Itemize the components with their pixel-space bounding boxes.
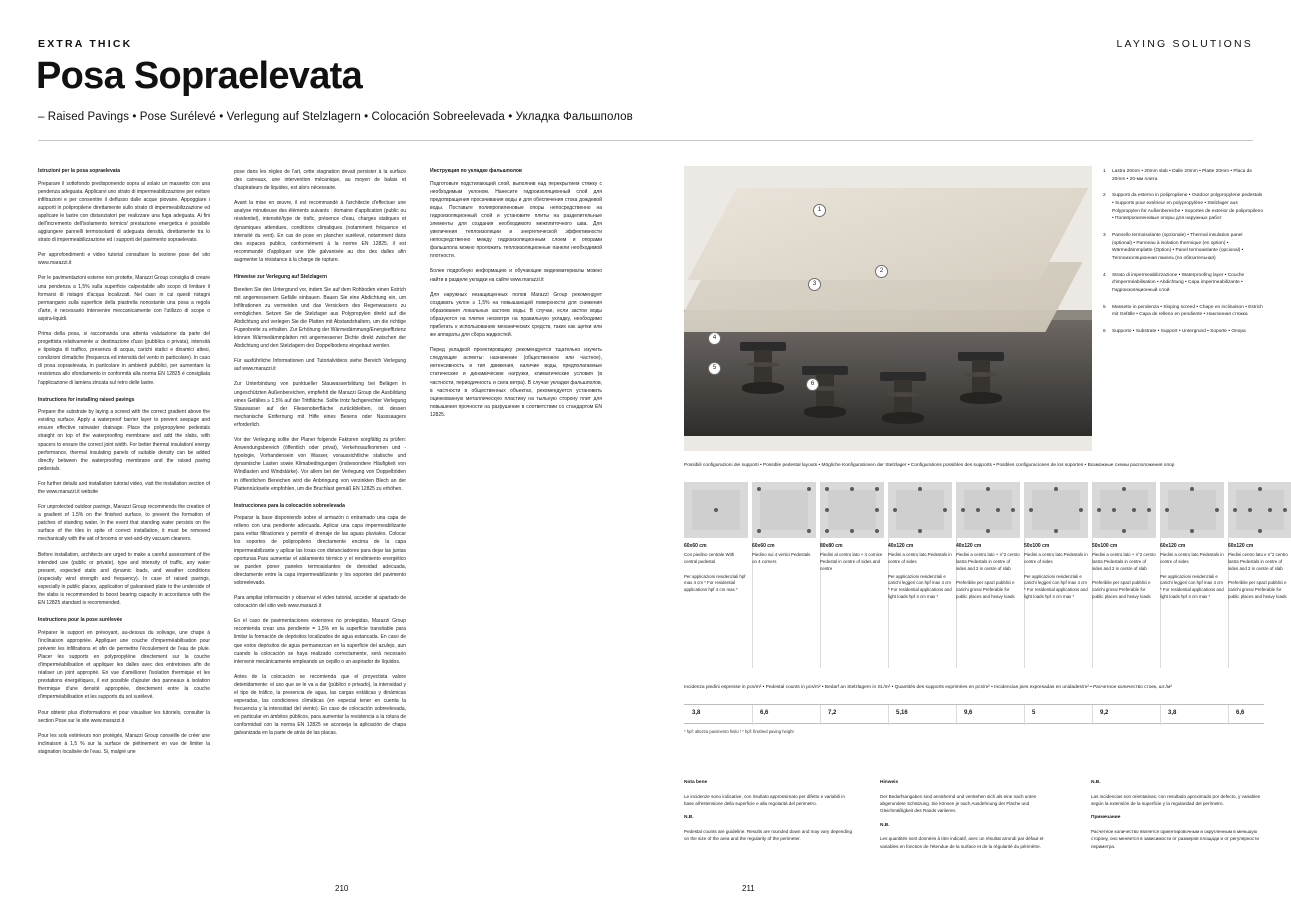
note-block-3 (1091, 778, 1263, 856)
paragraph: Before installation, architects are urged to make a careful assessment of the intended use (public or private), type and intensity of traffic, any water present, expected static and dynamic loads, and weather conditions (especially wind strength and frequency). In case of raised pavings, especially in public places, application of galvanised plate to the underside of the slabs is recommended to boost bearing capacity in accordance with the EN 12825 standard is recommended. (38, 551, 210, 607)
layout-size: 50x100 cm (1092, 543, 1118, 549)
heading-it: Istruzioni per la posa sopraelevata (38, 168, 120, 174)
paragraph: Pour obtenir plus d'informations et pour visualiser les tutoriels, consulter la section Pose sur le site www.marazzi.it (38, 709, 210, 724)
note-title: N.B. (684, 815, 694, 821)
legend-text: Pannello termoisolante (opzionale) • Thermal insulation panel (optional) • Panneau à isolation thermique (en option) • Wärmedämmplatte (Option) • Panel termoaislante (opcional) • Теплоизоляционная панель (по обязательная) (1112, 233, 1244, 262)
layout-cell (956, 482, 1020, 601)
layout-note: Per applicazioni residenziali e carichi leggeri con hpf max 4 cm * For residential applications and light loads hpf 4 cm max * (1024, 573, 1088, 600)
note-block-2 (880, 778, 1052, 856)
paragraph: Zur Unterbindung von punktueller Stauwasserbildung bei Belägen in ungeschützten Außenbereichen, empfiehlt die Marazzi Group die Ausbildung eines Gefälles ≥ 1,5% auf der Trittfläche. Sollte trotz fachgerechter Verlegung Stauwasser auf der Fliesenoberfläche zurückbleiben, ist dessen mechanische Entfernung mit Hilfe eines Besens oder Nasssaugers erforderlich. (234, 381, 406, 428)
paragraph: For unprotected outdoor pavings, Marazzi Group recommends the creation of a gradient of 1.5% on the finished surface, to prevent the formation of patches of standing water. In the event that standing water persists on the surface of the tiles in spite of correct installation, it must be removed mechanically with the aid of brooms or wet-and-dry vacuum cleaners. (38, 504, 210, 543)
paragraph: Для наружных незащищенных полов Marazzi Group рекомендует создавать уклон ≥ 1,5% на повышающей поверхности для снижения образования локальных застоев воды. В случае, если застои воды образуются на плитке несмотря на правильную укладку, необходимо прибегать к использованию механических средств, таких как щетки или же аппараты для сбора жидкостей. (430, 291, 602, 339)
note-body: Les quantités sont données à titre indicatif, avec un résultat arrondi par défaut et variables en fonction de l'étendue de la surface et de la régularité du périmètre. (880, 836, 1044, 849)
legend-item (1103, 328, 1263, 336)
layout-size: 40x120 cm (956, 543, 982, 549)
note-body: Le incidenze sono indicative, con risultato approssimato per difetto e variabili in base all'estensione della superficie e alla regolarità del perimetro. (684, 793, 845, 807)
text-column-3 (430, 168, 602, 426)
layout-size: 50x100 cm (1024, 543, 1050, 549)
paragraph: Перед укладкой проектировщику рекомендуется тщательно изучить следующие аспекты: назначение (общественное или частное), интенсивность и тип движения, наличие воды, предполагаемые статические и динамические нагрузки, климатические условия (в частности, периодичность и сила ветра). В случае укладки фальшполов, в частности в общественных объектах, рекомендуется установить оцинкованную металлическую пластину на тыльную сторону плит для повышения прочности на разрушение в соответствии со стандартом EN 12825. (430, 347, 602, 418)
layouts-caption: Possibili configurazioni dei supporti • Possible pedestal layouts • Mögliche Konfigurationen der Stelzlager • Configurations possibles des supports • Posibles configuraciones de los soportes • Возможные схемы расположения опор (684, 463, 1175, 468)
illustration-legend (1103, 168, 1263, 345)
layout-cell (1160, 482, 1224, 601)
paragraph: For further details and installation tutorial video, visit the installation section of the www.marazzi.it website (38, 480, 210, 495)
callout-2: 2 (875, 265, 888, 278)
heading-de: Hinweise zur Verlegung auf Stelzlagern (234, 274, 328, 281)
layout-desc: Con piedino centrale With central pedestal (684, 552, 735, 564)
layout-desc: Piedini a centro lato Pedestals in centre of sides (888, 552, 952, 564)
top-slab-layer (688, 188, 1089, 280)
layout-size: 60x120 cm (1228, 543, 1254, 549)
header-divider (38, 140, 1253, 141)
note-block-1 (684, 778, 856, 849)
legend-item (1103, 232, 1263, 263)
header-section-label: LAYING SOLUTIONS (1116, 38, 1253, 50)
paragraph: Pour les sols extérieurs non protégés, Marazzi Group conseille de créer une inclinaison à 1,5 % sur la surface de piétinement en vue de limiter la stagnation localisée de l'eau. Si, malgré une (38, 732, 210, 755)
paragraph: Prepare the substrate by laying a screed with the correct gradient above the existing surface. Apply a waterproof barrier layer to prevent seepage and ensure effective rainwater drainage. Place the polypropylene pedestals straight on top of the waterproofing membrane and add the slabs, with spacers to ensure the correct joint width. For better thermal insulation/ energy performance, thermal insulating panels of suitable density can be added directly between the waterproofing membrane and the raised paving pedestals. (38, 409, 210, 472)
layout-diagram (684, 482, 748, 538)
heading-fr: Instructions pour la pose surélevée (38, 617, 123, 624)
raised-paving-illustration (684, 166, 1092, 451)
counts-caption: Incidenza piedini espresse in pcs/m² • Pedestal counts in pcs/m² • Bedarf an Stelzlagern in St./m² • Quantités des supports exprimées en pcs/m² • Incidencias pies expresadas en unidades/m² • Расчетное количество стоек, шт./м² (684, 685, 1172, 690)
paragraph: Более подробную информацию и обучающие видеоматериалы можно найти в разделе укладки на сайте www.marazzi.it (430, 268, 602, 283)
note-body: Расчетное количество является ориентировочным и округленным в меньшую сторону, оно меняется в зависимости от размеров площади и от регулярности периметра. (1091, 829, 1259, 849)
header-eyebrow: EXTRA THICK (38, 38, 133, 50)
count-value: 6,6 (1236, 710, 1245, 716)
layout-diagram (752, 482, 816, 538)
counts-row (684, 704, 1264, 724)
layout-diagram (1092, 482, 1156, 538)
layout-diagram (820, 482, 884, 538)
heading-ru: Инструкция по укладке фальшполов (430, 168, 522, 174)
note-body: Der Bedarfsangaben sind annähernd und verstehen sich als eine nach unten abgerundete Schätzung. Sie können je nach Ausdehnung der Fläche und Gleichmäßigkeit des Rands variieren. (880, 793, 1037, 814)
layout-note: Preferibile per spazi pubblici e carichi grossi Preferable for public places and heavy loads (1092, 580, 1151, 600)
page-number-right: 211 (742, 884, 755, 893)
legend-item (1103, 168, 1263, 183)
legend-text: Lastra 20mm • 20mm slab • Dalle 20mm • Platte 20mm • Placa de 20mm • 20-мм плита (1112, 169, 1253, 182)
layout-cell (888, 482, 952, 601)
pedestal-icon (880, 372, 926, 426)
counts-footnote: * hpf: altezza pavimento finito / * hpf: finished paving height (684, 729, 794, 734)
legend-item (1103, 192, 1263, 223)
legend-number: 4 (1103, 272, 1106, 278)
layout-cell (1024, 482, 1088, 601)
heading-en: Instructions for installing raised pavings (38, 396, 135, 403)
paragraph: Vor der Verlegung sollte der Planer folgende Faktoren sorgfältig zu prüfen: Anwendungsbereich (öffentlich oder privat), Verkehrsaufkommen und -typologie, Vorhandensein von Wasser, voraussichtliche statische und dynamische Lasten sowie Klimabedingungen (insbesondere Häufigkeit von Windlasten und Windstärke). Vor allem bei der Verlegung von Doppelböden in öffentlichen Bereichen wird die Anbringung von verzinkten Blech an der Plattenrückseite empfohlen, um die Bruchlast gemäß EN 12825 zu erhöhen. (234, 437, 406, 492)
count-value: 6,6 (760, 710, 769, 716)
paragraph: Per approfondimenti e video tutorial consultare la sezione pose del sito www.marazzi.it (38, 252, 210, 267)
paragraph: Preparare il sottofondo predisponendo sopra al solaio un massetto con una pendenza adeguata. Applicarvi uno strato di impermeabilizzazione per evitare infiltrazioni e per consentire il deflusso dalle acque piovane. Appoggiare i supporti in polipropilene direttamente sullo strato di impermeabilizzazione ed applicare le lastre con distanziatori per realizzare una fuga adeguata. Ai fini dell'incremento dell'isolamento termico/ prestazione energetica è possibile aggiungere pannelli termoisolanti di adeguata densità, direttamente tra lo strato di impermeabilizzazione ed i supporti del pavimento sopraelevato. (38, 180, 210, 244)
paragraph: Bereiten Sie den Untergrund vor, indem Sie auf dem Rohboden einen Estrich mit angemessenem Gefälle einbauen. Bauen Sie eine Abdichtung ein, um Infiltrationen zu vermeiden und das Versickern des Regenwassers zu ermöglichen. Setzen Sie die Stelzlager aus Polypropylen direkt auf die Abdichtung und verlegen Sie die Platten mit Abstandshaltern, um die richtige Fugenbreite zu erhalten. Zur Erhöhung der Wärmedämmung/Energieeffizienz können Wärmedämmplatten mit angemessener Dichte direkt zwischen der Abdichtung und den Stelzlagern des Doppelbodens eingebaut werden. (234, 286, 406, 350)
layout-cell (1092, 482, 1156, 601)
legend-number: 5 (1103, 304, 1106, 310)
paragraph: En el caso de pavimentaciones exteriores no protegidas, Marazzi Group recomienda crear una pendiente = 1,5% en la superficie transitable para limitar la formación de depósitos localizados de agua estancada. En caso de que estos depósitos de agua permanezcan en la superficie del azulejo, aun cuando la colocación se haya realizado correctamente, será necesario intervenir mecánicamente empleando un cepillo o un aspirador de líquidos. (234, 618, 406, 665)
legend-number: 1 (1103, 169, 1106, 174)
note-body: Pedestal counts are guideline. Results are rounded down and may vary depending on the size of the area and the regularity of the perimeter. (684, 829, 853, 842)
legend-number: 2 (1103, 193, 1106, 199)
paragraph: Preparar la base disponiendo sobre el armazón o entramado una capa de relleno con una pendiente adecuada. Aplicar una capa impermeabilizante para evitar filtraciones y permitir el drenaje de las aguas pluviales. Colocar los soportes de polipropileno directamente encima de la capa impermeabilizante y aplicar las losas con distanciadores para dejar las juntas oportunas.Para aumentar el aislamiento térmico y el rendimiento energético se pueden poner paneles termoaislantes de densidad adecuada, directamente entre la capa impermeabilizante y los soportes del pavimento sobreelevado. (234, 515, 406, 586)
layout-desc: Piedini al centro lato + 4 cornice Pedestal in centre of sides and centre (820, 552, 883, 571)
paragraph: Prima della posa, si raccomanda una attenta valutazione da parte del progettista relativamente a: destinazione d'uso (pubblica o privata), intensità e tipologia di traffico, presenza di acqua, carichi statici e dinamici attesi, condizioni climatiche (frequenza ed intensità del vento in particolare). In caso di posa sopraelevata, in particolare in ambienti pubblici, per aumentare la resistenza allo sfondamento in conformità alla norma EN 12825 è consigliata l'applicazione di lamiera zincata sul retro delle lastre. (38, 331, 210, 386)
count-value: 3,8 (1168, 710, 1177, 716)
paragraph: Per le pavimentazioni esterne non protette, Marazzi Group consiglia di creare una pendenza a 1,5% sulla superficie calpestabile allo scopo di limitare il formarsi di ristagni d'acqua localizzati. Nel caso in cui questi ristagni permangano sulla superficie della piastrella nonostante una posa a regola d'arte, è necessario intervenire meccanicamente con l'utilizzo di scope o aspira-liquidi. (38, 275, 210, 322)
layout-cell (820, 482, 884, 580)
callout-4: 4 (708, 332, 721, 345)
count-value: 9,6 (964, 710, 973, 716)
page-subtitle: – Raised Pavings • Pose Surélevé • Verlegung auf Stelzlagern • Colocación Sobreelevada • Укладка Фальшполов (38, 111, 633, 123)
count-value: 7,2 (828, 710, 837, 716)
layout-desc: Piedini a centro lato Pedestals in centre of sides (1160, 552, 1224, 564)
layout-diagram (956, 482, 1020, 538)
layout-size: 40x120 cm (888, 543, 914, 549)
layout-note: Preferibile per spazi pubblici e carichi grossi Preferable for public places and heavy loads (1228, 580, 1287, 600)
layout-diagram (1160, 482, 1224, 538)
callout-3: 3 (808, 278, 821, 291)
note-title: N.B. (1091, 780, 1101, 785)
paragraph: Für ausführliche Informationen und Tutorialvideos siehe Bereich Verlegung auf www.marazzi.it (234, 358, 406, 373)
layout-diagram (1024, 482, 1088, 538)
legend-item (1103, 272, 1263, 295)
paragraph: Para ampliar información y observar el video tutorial, acceder al apartado de colocación del sitio web www.marazzi.it (234, 595, 406, 610)
legend-text: Supporti da esterno in polipropilene • Outdoor polypropylene pedestals • Supports pour extérieur en polypropylène • Stelzlager aus Polypropylen für Außenbereiche • Soportes de exterior de polipropileno • Полипропиленовые опоры для наружных работ (1112, 193, 1264, 222)
legend-text: Supporto • Substrate • Support • Untergrund • Soporte • Опора (1112, 329, 1246, 335)
text-column-2 (234, 168, 406, 745)
layout-note: Per applicazioni residenziali e carichi leggeri con hpf max 4 cm * For residential applications and light loads hpf 4 cm max * (888, 573, 952, 600)
pedestal-icon (802, 366, 848, 420)
layout-desc: Piedino sui 4 vertici Pedestals on 4 corners (752, 552, 811, 564)
count-value: 5 (1032, 710, 1036, 716)
paragraph: Antes de la colocación se recomienda que el proyectista valore detenidamente: el uso que se le va a dar (público o privado), la intensidad y el tipo de tráfico, la presencia de agua, las cargas estáticas y dinámicas esperadas, las condiciones climáticas (en especial tener en cuenta la frecuencia y la intensidad del viento). En caso de colocación sobreelevada, en particular en ámbitos públicos, para aumentar la resistencia a la rotura de conformidad con la norma EN 12825 se aconseja la aplicación de chapa galvanizada en la parte de atrás de las placas. (234, 673, 406, 737)
count-value: 9,2 (1100, 710, 1109, 716)
callout-6: 6 (806, 378, 819, 391)
pedestal-icon (740, 342, 786, 396)
page-number-left: 210 (335, 884, 349, 893)
layout-note: Preferibile per spazi pubblici e carichi grossi Preferable for public places and heavy loads (956, 580, 1015, 600)
note-body: Las incidencias son orientativas, con resultado aproximado por defecto, y variables según la extensión de la superficie y la regularidad del perímetro. (1091, 793, 1261, 807)
legend-number: 6 (1103, 329, 1106, 335)
layout-desc: Piedini a centro lato + n°2 centro lastra Pedestals in centre of sides and 2 in centre of slab (1092, 552, 1156, 571)
heading-es: Instrucciones para la colocación sobreelevada (234, 502, 345, 509)
note-title: Nota bene (684, 780, 708, 785)
legend-item (1103, 304, 1263, 319)
layout-cell (752, 482, 816, 574)
layout-desc: Piedini centro lato e n°2 centro lastra Pedestals in centre of sides and 2 in centre of slab (1228, 552, 1288, 571)
pedestal-icon (958, 352, 1004, 406)
legend-number: 3 (1103, 233, 1106, 239)
layout-size: 60x60 cm (752, 543, 775, 549)
note-title: N.B. (880, 822, 890, 828)
legend-text: Massetto in pendenza • Sloping screed • Chape en inclinaison • Estrich mit Gefälle • Capa de relleno en pendiente • Наклонная стяжка (1112, 304, 1263, 318)
paragraph: pose dans les règles de l'art, cette stagnation devait persister à la surface des carreaux, une intervention mécanique, au moyen de balais et d'aspirateurs de liquides, est alors nécessaire. (234, 169, 406, 192)
layout-cell (1228, 482, 1291, 601)
count-value: 3,8 (692, 710, 701, 716)
note-title: Hinweis (880, 780, 899, 785)
layout-desc: Piedini a centro lato Pedestals in centre of sides (1024, 552, 1088, 564)
note-title: Примечание (1091, 815, 1121, 821)
layout-diagram (1228, 482, 1291, 538)
count-value: 5,16 (896, 710, 908, 716)
pedestal-layouts (684, 482, 1288, 672)
legend-text: Strato di impermeabilizzazione • Waterproofing layer • Couche d'imperméabilisation • Abdichtung • Capa impermeabilizante • Гидроизоляционный слой (1112, 272, 1245, 294)
paragraph: Подготовьте подстилающий слой, выполнив над перекрытием стяжку с необходимым уклоном. Нанесите гидроизоляционный слой для предотвращения просачивания воды и для обеспечения стока дождевой воды. Поставьте полипропиленовые опоры непосредственно на гидроизоляционный слой и установите плиты на разделительные элементы для создания необходимого межплиточного шва. Для увеличения теплоизоляции и энергетической эффективности непосредственно между гидроизоляционным слоем и опорами фальшпола можно проложить теплоизоляционные панели необходимой плотности. (430, 180, 602, 260)
callout-5: 5 (708, 362, 721, 375)
layout-desc: Piedini a centro lato + n°2 centro lastra Pedestals in centre of sides and 2 in centre of slab (956, 552, 1020, 571)
callout-1: 1 (813, 204, 826, 217)
paragraph: Avant la mise en œuvre, il est recommandé à l'architecte d'effectuer une analyse minutieuse des éléments suivants : domaine d'application (public ou résidentiel), intensité/type de trafic, présence d'eau, charges statiques et dynamiques attendues, conditions climatiques (notamment fréquence et intensité du vent). En cas de pose en plancher surélevé, notamment dans des espaces publics, conformément à la norme EN 12825, il est recommandé d'appliquer une tôle galvanisée au dos des dalles afin augmenter la résistance à la charge de rupture. (234, 200, 406, 263)
layout-size: 80x80 cm (820, 543, 843, 549)
text-column-1 (38, 168, 210, 763)
page-title: Posa Sopraelevata (36, 55, 363, 97)
layout-cell (684, 482, 748, 594)
layout-diagram (888, 482, 952, 538)
layout-note: Per applicazioni residenziali e carichi leggeri con hpf max 4 cm * For residential applications and light loads hpf 4 cm max * (1160, 573, 1224, 600)
paragraph: Préparer le support en prévoyant, au-dessus du solivage, une chape à l'inclinaison appropriée. Appliquer une couche d'imperméabilisation pour prévenir les infiltrations et afin de permettre l'écoulement de l'eau de pluie. Placer les supports en polypropylène directement sur la couche d'imperméabilisation et appliquer les dalles avec des entretoises afin de réaliser un joint approprié. En vue d'améliorer l'isolation thermique et les prestations énergétiques, il est possible d'ajouter des panneaux à isolation thermique d'une densité appropriée, directement entre la couche d'imperméabilisation et les supports du sol surélevé. (38, 629, 210, 701)
layout-note: Per applicazioni residenziali hpf max 4 cm * For residential applications hpf 4 cm max * (684, 573, 746, 593)
layout-size: 60x60 cm (684, 543, 707, 549)
layout-size: 60x120 cm (1160, 543, 1186, 549)
